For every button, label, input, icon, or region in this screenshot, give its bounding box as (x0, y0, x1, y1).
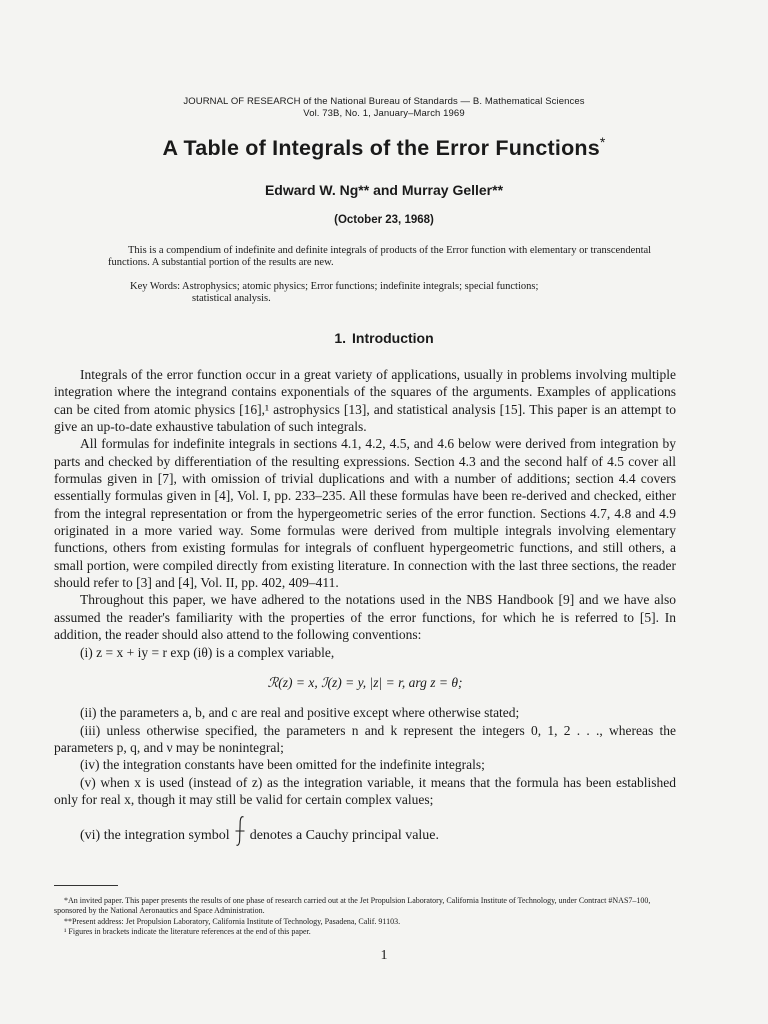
footnote-divider (54, 885, 118, 886)
abstract (108, 245, 660, 269)
footnote: *An invited paper. This paper presents the results of one phase of research carried out at the Jet Propulsion Laboratory, California Institute of Technology, under Contract #NAS7–100, sponsored by the National Aeronautics and Space Administration. (54, 896, 651, 916)
keywords-line-1: Key Words: Astrophysics; atomic physics; Error functions; indefinite integrals; special functions; (130, 281, 539, 292)
equation: ℛ(z) = x, ℐ(z) = y, |z| = r, arg z = θ; (267, 674, 463, 690)
section-title: Introduction (352, 330, 434, 346)
footnote: ¹ Figures in brackets indicate the literature references at the end of this paper. (64, 927, 311, 937)
authors: Edward W. Ng** and Murray Geller** (264, 182, 504, 198)
keywords-line-2: statistical analysis. (192, 293, 271, 304)
footnotes (54, 896, 676, 938)
paragraph: Throughout this paper, we have adhered to the notations used in the NBS Handbook [9] and we have also assumed the reader's familiarity with the properties of the error functions, for which he is referred to [5]. In addition, the reader should also attend to the following conventions: (54, 592, 676, 643)
received-date: (October 23, 1968) (334, 214, 434, 226)
journal-header (0, 96, 768, 120)
paragraph: All formulas for indefinite integrals in sections 4.1, 4.2, 4.5, and 4.6 below were derived from integration by parts and checked by differentiation of the resulting expressions. Section 4.3 and the second half of 4.5 cover all formulas given in [7], with omission of trivial duplications and with a number of additions; section 4.4 covers essentially formulas given in [4], Vol. I, pp. 233–235. All these formulas have been re-derived and checked, either from the integral representation or from the hypergeometric series of the error function. Sections 4.7, 4.8 and 4.9 originated in a more varied way. Some formulas were derived from multiple integrals involving elementary functions, others from existing formulas for integrals of confluent hypergeometric functions, and still others, a small portion, were compiled directly from existing literature. In connection with the last three sections, the reader should refer to [3] and [4], Vol. II, pp. 402, 409–411. (54, 436, 676, 591)
convention-iii: (iii) unless otherwise specified, the parameters n and k represent the integers 0, 1, 2 . . ., whereas the parameters p, q, and ν may be nonintegral; (54, 722, 676, 755)
title-footnote-mark: * (599, 134, 606, 150)
paragraph: Integrals of the error function occur in a great variety of applications, usually in problems involving multiple integration where the integrand contains exponentials of the squares of the arguments. Examples of applications can be cited from atomic physics [16],¹ astrophysics [13], and statistical analysis [15]. This paper is an attempt to give an up-to-date exhaustive tabulation of such integrals. (54, 367, 676, 435)
body-text (54, 366, 676, 845)
principal-value-integral-icon (234, 821, 246, 845)
footnote: **Present address: Jet Propulsion Laboratory, California Institute of Technology, Pasadena, Calif. 91103. (64, 916, 401, 926)
paper-title (0, 134, 768, 161)
convention-iv: (iv) the integration constants have been omitted for the indefinite integrals; (80, 757, 485, 773)
keywords (130, 281, 650, 305)
convention-vi-end: denotes a Cauchy principal value. (249, 828, 440, 844)
journal-name: JOURNAL OF RESEARCH of the National Bureau of Standards — B. Mathematical Sciences (183, 96, 585, 107)
convention-v: (v) when x is used (instead of z) as the integration variable, it means that the formula has been established only for real x, though it may still be valid for certain complex values; (54, 774, 676, 807)
section-number: 1. (334, 330, 347, 346)
convention-vi (54, 821, 676, 845)
convention-i: (i) z = x + iy = r exp (iθ) is a complex variable, (80, 644, 335, 660)
section-heading (0, 330, 768, 346)
paper-title-text: A Table of Integrals of the Error Functions (162, 136, 600, 161)
convention-vi-start: (vi) the integration symbol (80, 828, 230, 844)
convention-ii: (ii) the parameters a, b, and c are real and positive except where otherwise stated; (80, 705, 520, 721)
abstract-text: This is a compendium of indefinite and definite integrals of products of the Error function with elementary or transcendental functions. A substantial portion of the results are new. (108, 245, 652, 268)
journal-volume: Vol. 73B, No. 1, January–March 1969 (303, 108, 465, 119)
page-number: 1 (380, 948, 388, 963)
